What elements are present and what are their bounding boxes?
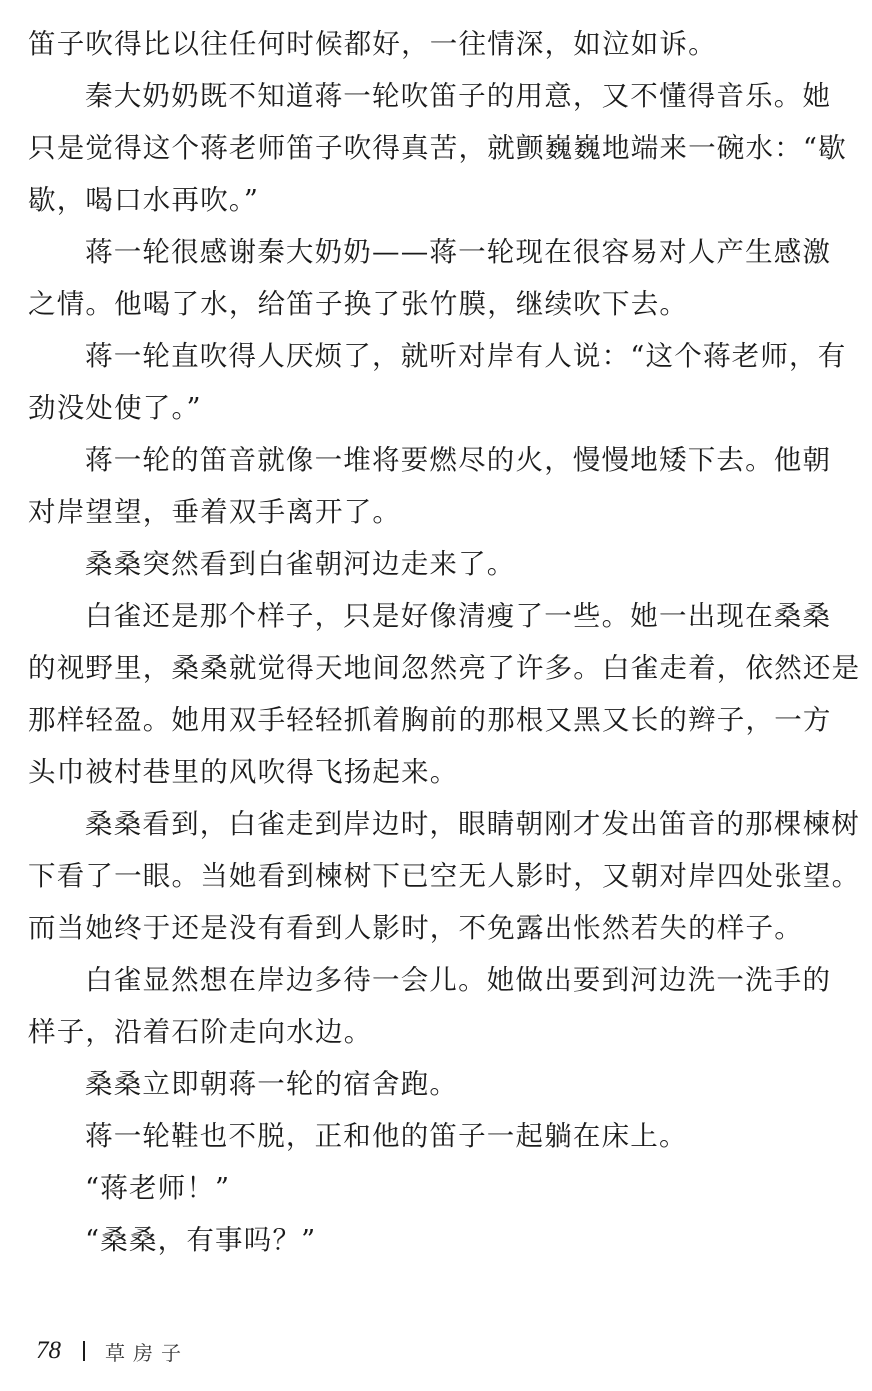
page-footer xyxy=(36,1333,189,1369)
text-line: 蒋一轮直吹得人厌烦了，就听对岸有人说：“这个蒋老师，有 xyxy=(85,340,847,372)
text-line: 那样轻盈。她用双手轻轻抓着胸前的那根又黑又长的辫子，一方 xyxy=(28,704,832,736)
book-title: 草房子 xyxy=(105,1340,189,1365)
text-line: 白雀还是那个样子，只是好像清瘦了一些。她一出现在桑桑 xyxy=(85,600,832,632)
text-line: 下看了一眼。当她看到楝树下已空无人影时，又朝对岸四处张望。 xyxy=(28,860,861,892)
text-line: 蒋一轮的笛音就像一堆将要燃尽的火，慢慢地矮下去。他朝 xyxy=(85,444,832,476)
footer-divider xyxy=(83,1341,85,1361)
text-line: 蒋一轮很感谢秦大奶奶——蒋一轮现在很容易对人产生感激 xyxy=(85,236,832,268)
text-line: 的视野里，桑桑就觉得天地间忽然亮了许多。白雀走着，依然还是 xyxy=(28,652,861,684)
text-line: 白雀显然想在岸边多待一会儿。她做出要到河边洗一洗手的 xyxy=(85,964,832,996)
text-line: “桑桑，有事吗？” xyxy=(85,1224,317,1256)
body-text xyxy=(28,18,861,1266)
text-line: 头巾被村巷里的风吹得飞扬起来。 xyxy=(28,756,459,788)
text-line: 对岸望望，垂着双手离开了。 xyxy=(28,496,402,528)
text-line: 歇，喝口水再吹。” xyxy=(28,184,260,216)
text-line: “蒋老师！” xyxy=(85,1172,231,1204)
text-line: 秦大奶奶既不知道蒋一轮吹笛子的用意，又不懂得音乐。她 xyxy=(85,80,832,112)
text-line: 桑桑立即朝蒋一轮的宿舍跑。 xyxy=(85,1068,459,1100)
text-line: 桑桑看到，白雀走到岸边时，眼睛朝刚才发出笛音的那棵楝树 xyxy=(85,808,860,840)
page-number: 78 xyxy=(36,1337,61,1364)
text-line: 桑桑突然看到白雀朝河边走来了。 xyxy=(85,548,516,580)
text-line: 劲没处使了。” xyxy=(28,392,202,424)
text-line: 而当她终于还是没有看到人影时，不免露出怅然若失的样子。 xyxy=(28,912,803,944)
text-line: 笛子吹得比以往任何时候都好，一往情深，如泣如诉。 xyxy=(28,28,717,60)
text-line: 样子，沿着石阶走向水边。 xyxy=(28,1016,373,1048)
text-line: 只是觉得这个蒋老师笛子吹得真苦，就颤巍巍地端来一碗水：“歇 xyxy=(28,132,847,164)
text-line: 蒋一轮鞋也不脱，正和他的笛子一起躺在床上。 xyxy=(85,1120,688,1152)
text-line: 之情。他喝了水，给笛子换了张竹膜，继续吹下去。 xyxy=(28,288,689,320)
